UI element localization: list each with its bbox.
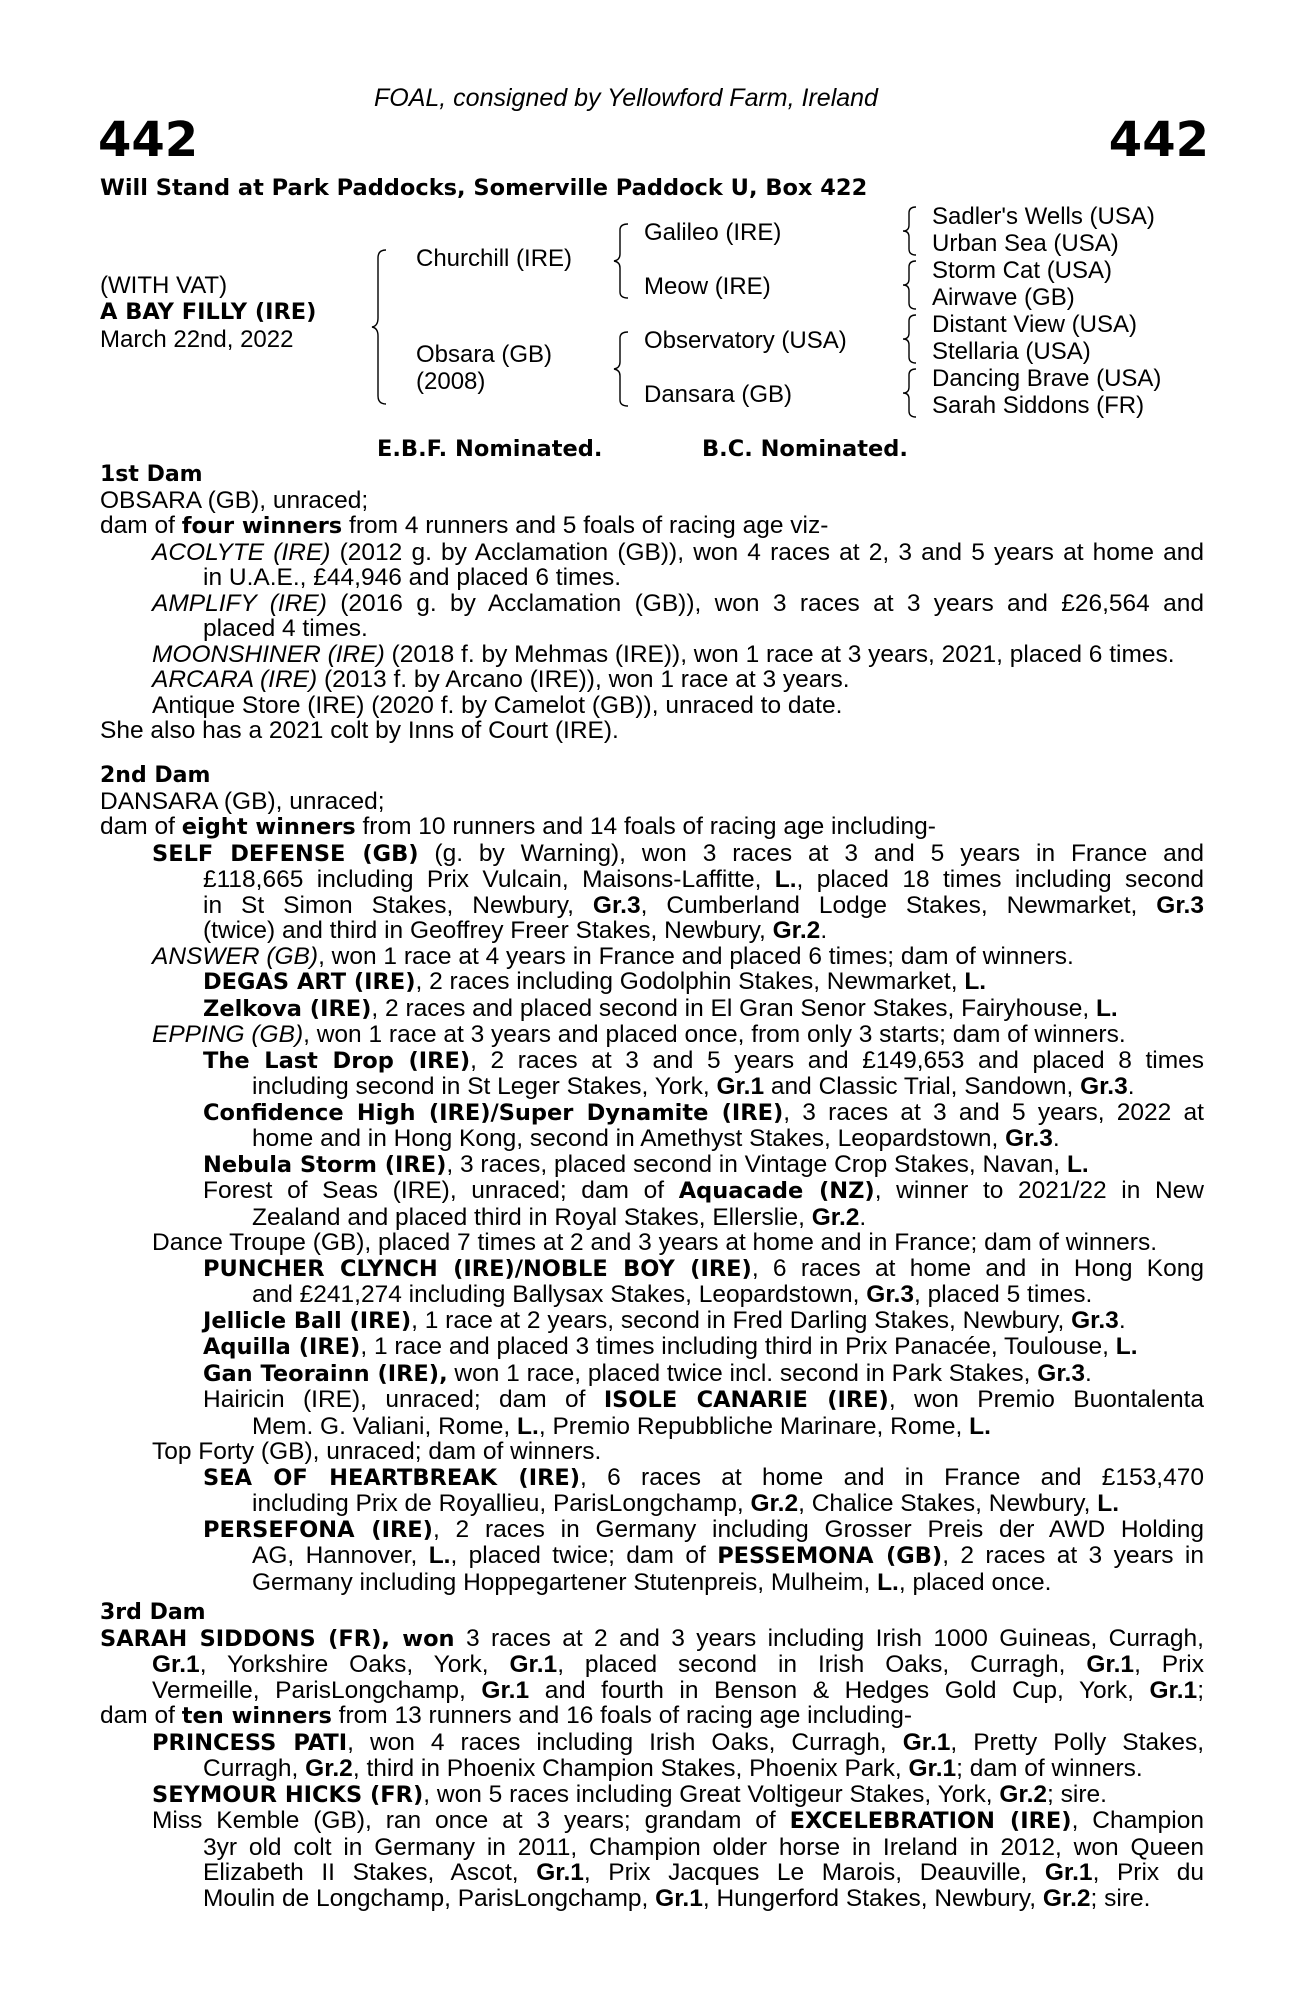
entry-top-forty: Top Forty (GB), unraced; dam of winners. [152,1438,602,1465]
entry-self-defense-4: (twice) and third in Geoffrey Freer Stakes, Newbury, Gr.2. [203,917,828,944]
entry-self-defense-2: £118,665 including Prix Vulcain, Maisons-Laffitte, L., placed 18 times including second [203,866,1204,893]
entry-sarah-siddons-2: Gr.1, Yorkshire Oaks, York, Gr.1, placed second in Irish Oaks, Curragh, Gr.1, Prix [152,1651,1204,1678]
sire-sire: Galileo (IRE) [644,219,782,246]
entry-forest-of-seas-2: Zealand and placed third in Royal Stakes, Ellerslie, Gr.2. [252,1203,867,1231]
entry-hairicin-2: Mem. G. Valiani, Rome, L., Premio Repubbliche Marinare, Rome, L. [252,1412,991,1440]
second-dam-section [100,763,1204,1595]
produce-acolyte-cont: in U.A.E., £44,946 and placed 6 times. [203,564,622,591]
entry-miss-kemble-3: Elizabeth II Stakes, Ascot, Gr.1, Prix Jacques Le Marois, Deauville, Gr.1, Prix du [203,1859,1204,1886]
entry-puncher-clynch: PUNCHER CLYNCH (IRE)/NOBLE BOY (IRE), 6 races at home and in Hong Kong [203,1254,1204,1282]
entry-miss-kemble-4: Moulin de Longchamp, ParisLongchamp, Gr.1, Hungerford Stakes, Newbury, Gr.2; sire. [203,1884,1151,1912]
entry-aquilla: Aquilla (IRE), 1 race and placed 3 times including third in Prix Panacée, Toulouse, L. [203,1333,1138,1360]
entry-sea-of-heartbreak: SEA OF HEARTBREAK (IRE), 6 races at home and in France and £153,470 [203,1463,1204,1491]
entry-puncher-clynch-2: and £241,274 including Ballysax Stakes, Leopardstown, Gr.3, placed 5 times. [252,1281,1093,1308]
entry-persefona-2: AG, Hannover, L., placed twice; dam of PESSEMONA (GB), 2 races at 3 years in [252,1542,1204,1569]
lot-number-right: 442 [1108,112,1209,168]
entry-degas-art: DEGAS ART (IRE), 2 races including Godolphin Stakes, Newmarket, L. [203,968,987,995]
entry-gan-teorainn: Gan Teorainn (IRE), won 1 race, placed twice incl. second in Park Stakes, Gr.3. [203,1359,1092,1387]
stand-location: Will Stand at Park Paddocks, Somerville Paddock U, Box 422 [100,175,868,201]
third-dam-produce-line: dam of ten winners from 13 runners and 16 foals of racing age including- [100,1702,913,1729]
entry-persefona-3: Germany including Hoppegartener Stutenpreis, Mulheim, L., placed once. [252,1568,1052,1596]
grandsire-3: Storm Cat (USA) [932,257,1113,284]
produce-antique-store: Antique Store (IRE) (2020 f. by Camelot (GB)), unraced to date. [152,691,843,719]
produce-amplify-cont: placed 4 times. [203,615,368,642]
pedigree-bracket-g4 [903,367,921,419]
first-dam-produce-line: dam of four winners from 4 runners and 5 foals of racing age viz- [100,512,829,539]
sire-dam: Meow (IRE) [644,273,771,300]
entry-seymour-hicks: SEYMOUR HICKS (FR), won 5 races including Great Voltigeur Stakes, York, Gr.2; sire. [152,1780,1107,1808]
pedigree-bracket-dam [614,330,634,408]
first-dam-section [100,462,1204,744]
pedigree-bracket-g1 [903,205,921,257]
grandsire-2: Urban Sea (USA) [932,230,1119,257]
grandsire-4: Airwave (GB) [932,284,1075,311]
bc-nominated: B.C. Nominated. [702,436,908,462]
entry-self-defense-3: in St Simon Stakes, Newbury, Gr.3, Cumberland Lodge Stakes, Newmarket, Gr.3 [203,891,1204,919]
entry-princess-pati-2: Curragh, Gr.2, third in Phoenix Champion Stakes, Phoenix Park, Gr.1; dam of winners. [203,1755,1143,1782]
entry-answer: ANSWER (GB), won 1 race at 4 years in France and placed 6 times; dam of winners. [152,942,1074,970]
entry-dance-troupe: Dance Troupe (GB), placed 7 times at 2 and 3 years at home and in France; dam of winners. [152,1229,1158,1256]
grandsire-5: Distant View (USA) [932,311,1137,338]
pedigree-bracket-sire [614,222,634,300]
entry-nebula-storm: Nebula Storm (IRE), 3 races, placed second in Vintage Crop Stakes, Navan, L. [203,1150,1089,1178]
entry-jellicle-ball: Jellicle Ball (IRE), 1 race at 2 years, second in Fred Darling Stakes, Newbury, Gr.3. [203,1306,1126,1334]
second-dam-name-line: DANSARA (GB), unraced; [100,787,385,815]
grandsire-7: Dancing Brave (USA) [932,365,1162,392]
second-dam-heading: 2nd Dam [100,763,211,788]
entry-persefona: PERSEFONA (IRE), 2 races in Germany including Grosser Preis der AWD Holding [203,1515,1205,1543]
dam: Obsara (GB) [416,341,553,368]
horse-name: A BAY FILLY (IRE) [100,299,317,325]
entry-last-drop-2: including second in St Leger Stakes, York, Gr.1 and Classic Trial, Sandown, Gr.3. [252,1073,1135,1100]
entry-self-defense: SELF DEFENSE (GB) (g. by Warning), won 3 races at 3 and 5 years in France and [152,839,1204,867]
first-dam-name-line: OBSARA (GB), unraced; [100,486,369,514]
produce-amplify: AMPLIFY (IRE) (2016 g. by Acclamation (GB)), won 3 races at 3 years and £26,564 and [152,589,1205,617]
dam-sire: Observatory (USA) [644,327,847,354]
produce-arcara: ARCARA (IRE) (2013 f. by Arcano (IRE)), won 1 race at 3 years. [152,666,850,693]
entry-epping: EPPING (GB), won 1 race at 3 years and placed once, from only 3 starts; dam of winners. [152,1021,1126,1048]
ebf-nominated: E.B.F. Nominated. [377,436,603,462]
third-dam-heading: 3rd Dam [100,1600,206,1625]
lot-number-left: 442 [98,112,199,168]
entry-zelkova: Zelkova (IRE), 2 races and placed second in El Gran Senor Stakes, Fairyhouse, L. [203,994,1118,1022]
vat-note: (WITH VAT) [100,272,228,299]
pedigree-bracket-g3 [903,313,921,365]
sire: Churchill (IRE) [416,245,573,272]
foaling-date: March 22nd, 2022 [100,326,294,353]
dam-dam: Dansara (GB) [644,381,793,408]
entry-miss-kemble-2: 3yr old colt in Germany in 2011, Champion older horse in Ireland in 2012, won Queen [203,1833,1204,1861]
produce-acolyte: ACOLYTE (IRE) (2012 g. by Acclamation (GB)), won 4 races at 2, 3 and 5 years at home and [152,538,1204,566]
pedigree-bracket-g2 [903,259,921,311]
entry-sarah-siddons: SARAH SIDDONS (FR), won 3 races at 2 and 3 years including Irish 1000 Guineas, Curragh, [100,1624,1204,1652]
third-dam-section [100,1600,1204,1911]
first-dam-heading: 1st Dam [100,462,203,487]
dam-year: (2008) [416,368,486,395]
entry-hairicin: Hairicin (IRE), unraced; dam of ISOLE CANARIE (IRE), won Premio Buontalenta [203,1386,1205,1413]
entry-sea-of-heartbreak-2: including Prix de Royallieu, ParisLongchamp, Gr.2, Chalice Stakes, Newbury, L. [252,1490,1120,1517]
entry-last-drop: The Last Drop (IRE), 2 races at 3 and 5 years and £149,653 and placed 8 times [203,1046,1204,1074]
entry-sarah-siddons-3: Vermeille, ParisLongchamp, Gr.1 and fourth in Benson & Hedges Gold Cup, York, Gr.1; [152,1676,1204,1704]
grandsire-6: Stellaria (USA) [932,338,1091,365]
entry-confidence-high: Confidence High (IRE)/Super Dynamite (IRE), 3 races at 3 and 5 years, 2022 at [203,1098,1204,1126]
produce-moonshiner: MOONSHINER (IRE) (2018 f. by Mehmas (IRE)), won 1 race at 3 years, 2021, placed 6 times. [152,640,1175,668]
pedigree-bracket-main [372,248,392,406]
grandsire-8: Sarah Siddons (FR) [932,392,1145,419]
grandsire-1: Sadler's Wells (USA) [932,203,1155,230]
second-dam-produce-line: dam of eight winners from 10 runners and 14 foals of racing age including- [100,813,936,840]
entry-confidence-high-2: home and in Hong Kong, second in Amethyst Stakes, Leopardstown, Gr.3. [252,1125,1060,1152]
entry-princess-pati: PRINCESS PATI, won 4 races including Irish Oaks, Curragh, Gr.1, Pretty Polly Stakes, [152,1728,1205,1756]
consignment-line: FOAL, consigned by Yellowford Farm, Ireland [374,84,878,112]
entry-miss-kemble: Miss Kemble (GB), ran once at 3 years; grandam of EXCELEBRATION (IRE), Champion [152,1807,1204,1834]
entry-forest-of-seas: Forest of Seas (IRE), unraced; dam of Aquacade (NZ), winner to 2021/22 in New [203,1177,1205,1204]
produce-also: She also has a 2021 colt by Inns of Court (IRE). [100,717,619,744]
